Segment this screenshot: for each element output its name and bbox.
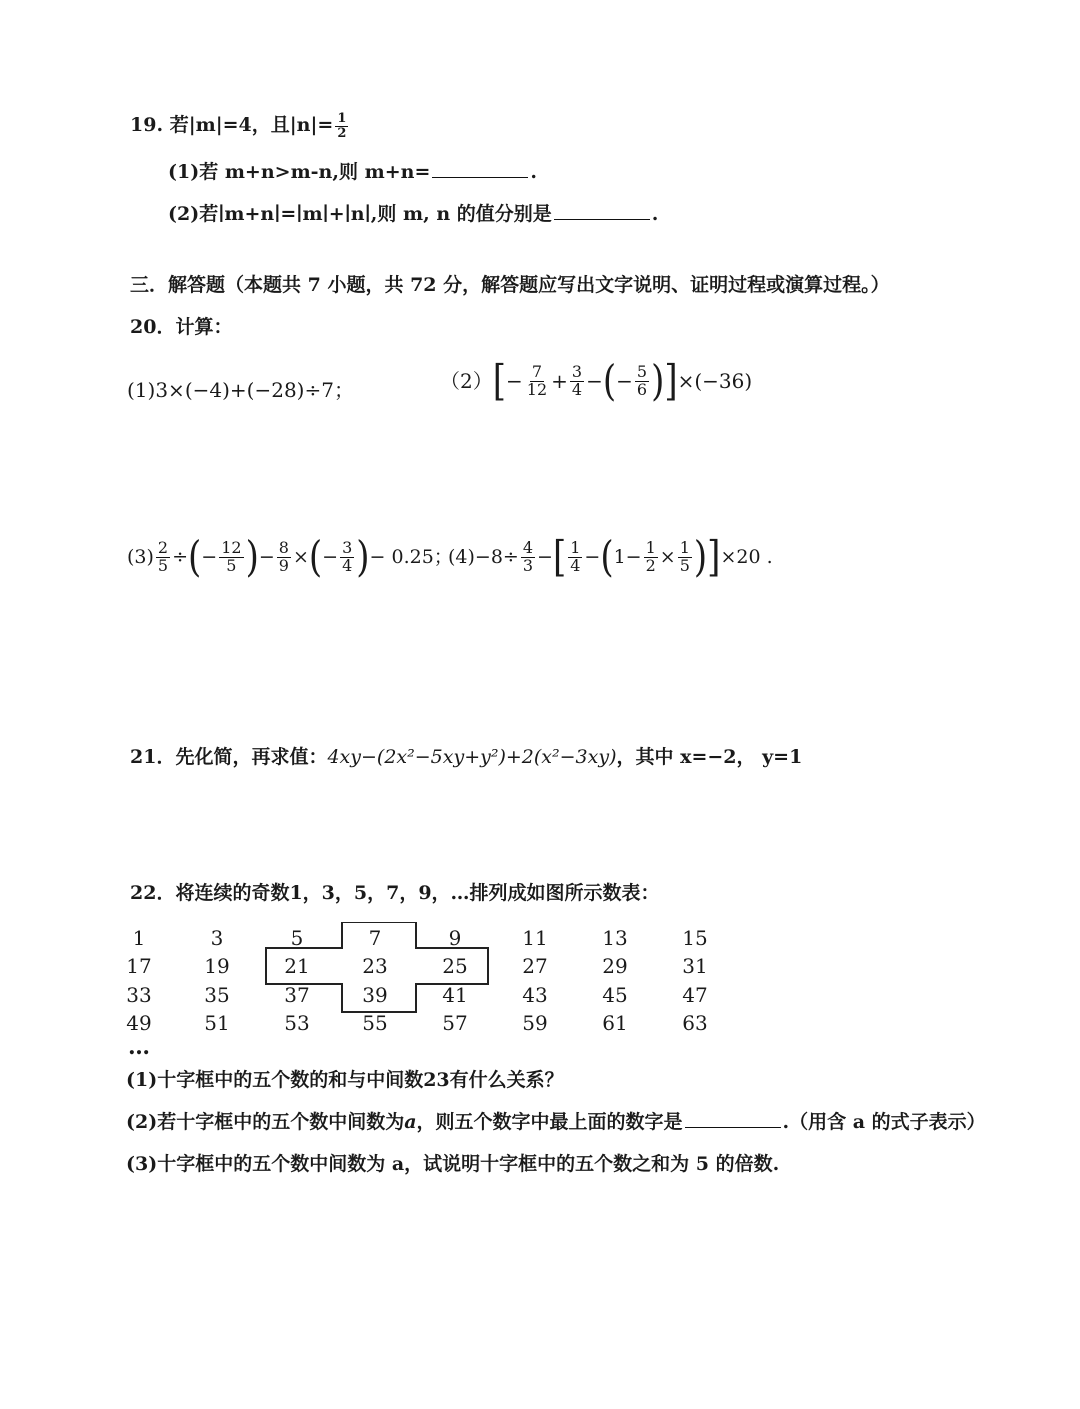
frac-den: 2 [645, 555, 656, 575]
table-cell: 29 [602, 954, 628, 978]
table-cell: 19 [204, 954, 230, 978]
q20-p4-frac4 [678, 540, 692, 575]
frac-den: 4 [571, 379, 583, 399]
table-cell: 49 [126, 1011, 152, 1035]
q20-p3-frac3 [277, 540, 291, 575]
table-cell: 47 [682, 983, 708, 1007]
table-cell: 25 [442, 954, 468, 978]
q22-sub2 [126, 1113, 986, 1132]
table-cell: 33 [126, 983, 152, 1007]
left-paren: ( [188, 532, 202, 583]
q19-part1-period: . [530, 161, 537, 183]
q20-part1: (1)3×(−4)+(−28)÷7； [127, 378, 354, 402]
frac-num: 1 [570, 538, 581, 557]
frac-den: 9 [278, 555, 289, 575]
q20-p3-frac2 [219, 540, 243, 575]
right-bracket: ] [707, 532, 721, 583]
q20-part3-tail: − 0.25； [369, 545, 453, 568]
frac-den: 5 [226, 555, 237, 575]
q20-part4: (4)−8÷ $\frac{4}{3}$ − [ $\frac{1}{4}$ − ( 1− $\frac{1}{2}$ × $\frac{1}{5}$ ) ] ×20 . [448, 532, 773, 583]
left-paren: ( [308, 532, 323, 583]
table-cell: 37 [284, 983, 310, 1007]
q20-p3-frac4 [340, 540, 354, 575]
frac-den: 6 [636, 379, 648, 399]
q20-p4-frac2 [568, 540, 582, 575]
q22-sub3: (3)十字框中的五个数中间数为 a，试说明十字框中的五个数之和为 5 的倍数. [126, 1153, 780, 1175]
table-cell: 55 [362, 1011, 388, 1035]
table-cell: 43 [522, 983, 548, 1007]
q22-sub1: (1)十字框中的五个数的和与中间数23有什么关系？ [126, 1069, 564, 1091]
q20-p2-frac1 [525, 364, 549, 399]
table-cell: 59 [522, 1011, 548, 1035]
table-cell: 63 [682, 1011, 708, 1035]
q22-ellipsis: … [128, 1034, 150, 1060]
q22-sub2-prefix: (2)若十字框中的五个数中间数为 [126, 1111, 405, 1133]
q19-part2-blank[interactable] [554, 219, 650, 220]
q19-fraction [335, 112, 348, 140]
q21-text: 21．先化简，再求值： [130, 746, 328, 768]
q19-frac-num: 1 [337, 111, 347, 126]
q20-part4-tail: ×20 . [720, 545, 773, 568]
q19-part1-blank[interactable] [432, 177, 528, 178]
left-paren: ( [600, 532, 614, 583]
q20-title: 20．计算： [130, 316, 233, 338]
frac-den: 5 [157, 555, 169, 575]
table-cell: 15 [682, 926, 708, 950]
q19-part2-period: . [651, 203, 659, 225]
frac-den: 4 [570, 555, 581, 575]
right-paren: ) [356, 532, 370, 583]
q20-part2-label: （2） [440, 369, 493, 394]
table-cell: 41 [442, 983, 468, 1007]
frac-num: 3 [571, 362, 583, 381]
q19-number: 19. [130, 114, 164, 137]
q20-part4-label: (4)−8÷ [448, 545, 519, 568]
frac-den: 4 [342, 555, 353, 575]
q20-part2: （2） [ − $\frac{7}{12}$ + $\frac{3}{4}$ − ( − $\frac{5}{6}$ ) ] ×(−36) [440, 356, 753, 407]
q19-part2 [168, 205, 658, 224]
table-cell: 7 [368, 926, 382, 950]
table-cell: 35 [204, 983, 230, 1007]
q20-p3-frac1 [156, 540, 170, 575]
q20-part2-tail: ×(−36) [677, 369, 753, 394]
table-cell: 21 [284, 954, 310, 978]
table-cell: 5 [290, 926, 304, 950]
q21-expression: 4xy−(2x²−5xy+y²)+2(x²−3xy) [327, 746, 617, 768]
table-cell: 51 [204, 1011, 230, 1035]
table-cell: 3 [210, 926, 224, 950]
q21-line [130, 748, 802, 767]
right-paren: ) [693, 532, 708, 583]
frac-den: 3 [522, 555, 534, 575]
frac-num: 5 [636, 362, 648, 381]
q19-intro: 若|m|=4，且|n|= [169, 114, 334, 137]
frac-num: 1 [645, 538, 656, 557]
frac-num: 7 [531, 362, 543, 381]
table-cell: 61 [602, 1011, 628, 1035]
table-cell: 45 [602, 983, 628, 1007]
left-bracket: [ [492, 356, 506, 407]
frac-num: 2 [157, 538, 169, 557]
q19-part1-text: (1)若 m+n>m-n,则 m+n= [168, 161, 431, 183]
right-paren: ) [651, 356, 665, 407]
q19-part1 [168, 163, 537, 182]
q19-frac-den: 2 [337, 125, 347, 141]
q22-sub2-suffix: .（用含 a 的式子表示） [782, 1111, 986, 1133]
right-bracket: ] [664, 356, 678, 407]
frac-num: 3 [342, 538, 353, 557]
q21-condition: ，其中 x=−2， y=1 [616, 746, 803, 768]
q20-p4-frac1 [521, 540, 535, 575]
table-cell: 17 [126, 954, 152, 978]
table-cell: 9 [448, 926, 462, 950]
q19-part2-text: (2)若∣m+n∣=∣m∣+∣n∣,则 m, n 的值分别是 [168, 203, 552, 225]
frac-den: 12 [526, 379, 548, 399]
q22-sub2-var: a [404, 1111, 417, 1133]
q20-p4-frac3 [644, 540, 658, 575]
table-cell: 57 [442, 1011, 468, 1035]
section3-heading: 三．解答题（本题共 7 小题，共 72 分，解答题应写出文字说明、证明过程或演算过程。） [130, 274, 890, 296]
table-cell: 13 [602, 926, 628, 950]
frac-num: 8 [278, 538, 289, 557]
table-cell: 23 [362, 954, 388, 978]
q22-intro: 22．将连续的奇数1，3，5，7，9，…排列成如图所示数表： [130, 882, 660, 904]
table-cell: 1 [132, 926, 146, 950]
frac-num: 4 [522, 538, 534, 557]
table-cell: 31 [682, 954, 708, 978]
right-paren: ) [245, 532, 259, 583]
table-cell: 39 [362, 983, 388, 1007]
table-cell: 11 [522, 926, 548, 950]
table-cell: 27 [522, 954, 548, 978]
left-paren: ( [602, 356, 617, 407]
q22-sub2-mid: ，则五个数字中最上面的数字是 [416, 1111, 683, 1133]
q20-part3-label: (3) [127, 545, 154, 568]
frac-num: 12 [221, 538, 242, 557]
frac-num: 1 [679, 538, 690, 557]
table-cell: 53 [284, 1011, 310, 1035]
q19-line [130, 112, 350, 140]
left-bracket: [ [552, 532, 567, 583]
q20-p2-frac2 [570, 364, 584, 399]
q20-p2-frac3 [635, 364, 649, 399]
q20-part3: (3) $\frac{2}{5}$ ÷ ( − $\frac{12}{5}$ ) − $\frac{8}{9}$ × ( − $\frac{3}{4}$ ) − 0.25； [127, 532, 453, 583]
q22-sub2-blank[interactable] [685, 1127, 781, 1128]
frac-den: 5 [679, 555, 690, 575]
